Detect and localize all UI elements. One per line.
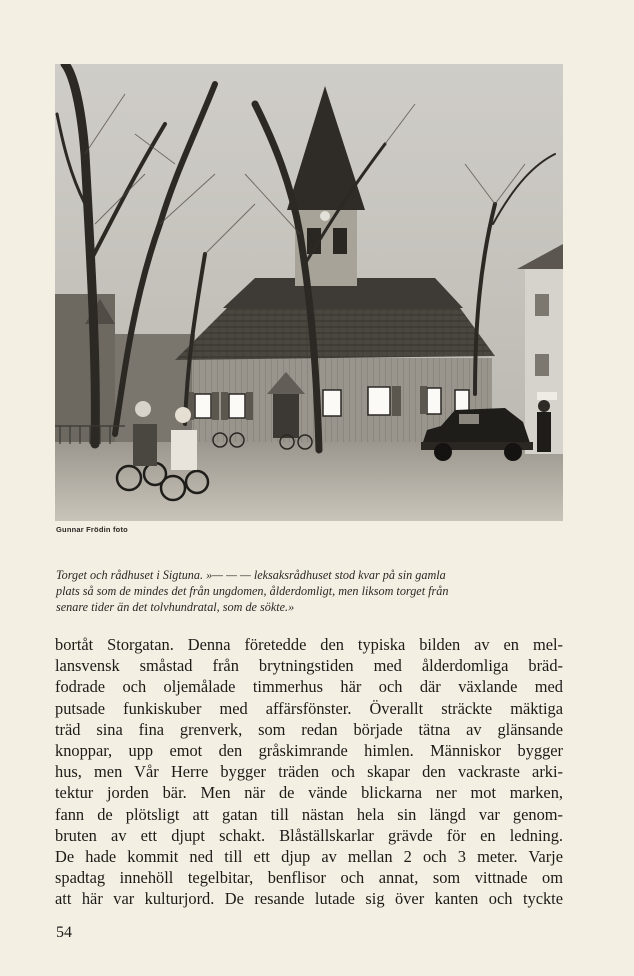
body-line: fodrade och oljemålade timmerhus här och där växlande med — [55, 677, 563, 697]
photo-credit: Gunnar Frödin foto — [56, 525, 128, 534]
town-hall-photo — [55, 64, 563, 521]
body-line: tektur jorden bär. Men när de vände blickarna ner mot marken, — [55, 783, 563, 803]
body-paragraph — [55, 634, 563, 909]
body-line: fann de plötsligt att gatan till nästan hela sin längd var genom- — [55, 804, 563, 824]
body-line: hus, men Vår Herre bygger träden och skapar den vackraste arki- — [55, 762, 563, 782]
body-line: knoppar, upp emot den gråskimrande himlen. Människor bygger — [55, 740, 563, 760]
body-line: De hade kommit ned till ett djup av mellan 2 och 3 meter. Varje — [55, 846, 563, 866]
body-line: spadtag innehöll tegelbitar, benflisor och annat, som vittnade om — [55, 868, 563, 888]
body-line: träd sina fina grenverk, som redan började tätna av glänsande — [55, 719, 563, 739]
page-number: 54 — [56, 924, 72, 941]
body-line: att här var kulturjord. De resande lutade sig över kanten och tyckte — [55, 889, 563, 909]
caption-line: Torget och rådhuset i Sigtuna. »— — — leksaksrådhuset stod kvar på sin gamla — [56, 568, 446, 582]
body-line: lansvensk småstad från brytningstiden med ålderdomliga bräd- — [55, 656, 563, 676]
caption-line: senare tider än det tolvhundratal, som de sökte.» — [56, 600, 295, 614]
photo-caption — [56, 567, 564, 615]
body-line: bortåt Storgatan. Denna företedde den typiska bilden av en mel- — [55, 635, 563, 654]
body-line: putsade funkiskuber med affärsfönster. Överallt sträckte mäktiga — [55, 698, 563, 718]
caption-line: plats så som de mindes det från ungdomen, ålderdomligt, men liksom torget från — [56, 584, 449, 598]
body-line: bruten av ett djupt schakt. Blåställskarlar grävde för en ledning. — [55, 825, 563, 845]
